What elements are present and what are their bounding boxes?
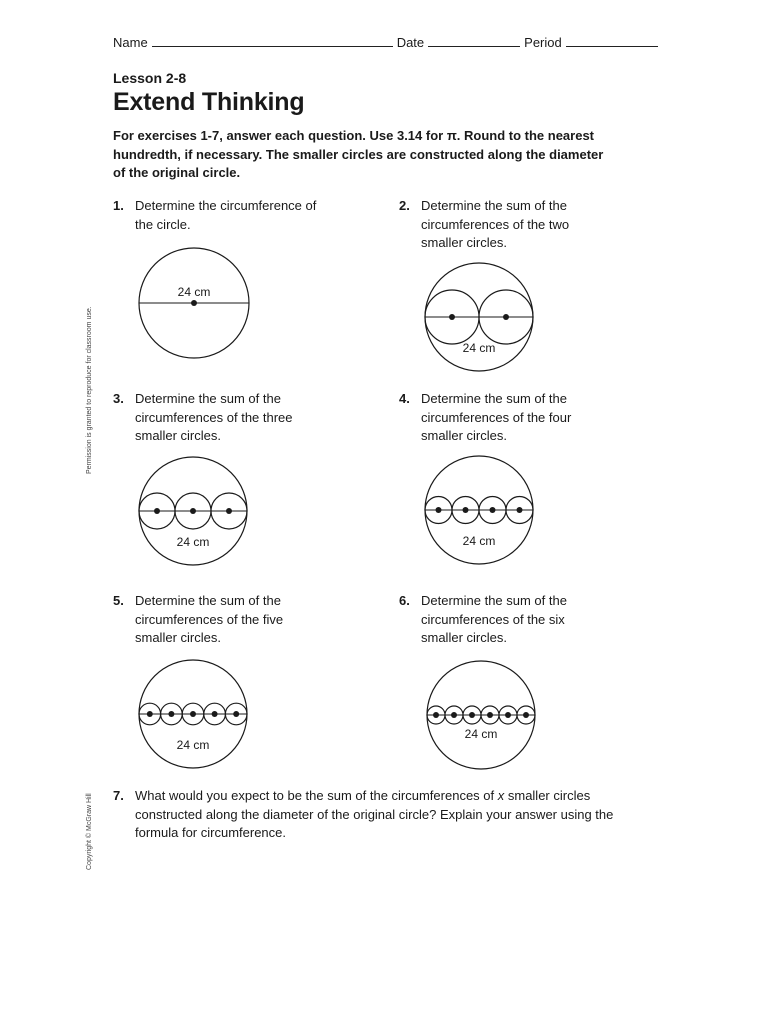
problem-text: Determine the sum of the circumferences of the six smaller circles. [421, 593, 567, 645]
problem-7 [113, 787, 653, 843]
problem-number: 3. [113, 391, 124, 406]
problem-1 [113, 197, 338, 234]
date-field[interactable] [428, 33, 520, 47]
diagram-4 [424, 455, 534, 565]
small-circle-center [190, 508, 196, 514]
small-circle-center [503, 314, 509, 320]
student-info-header [113, 33, 662, 50]
small-circle-center [523, 712, 529, 718]
name-field[interactable] [152, 33, 393, 47]
problem-text: Determine the sum of the circumferences of the three smaller circles. [135, 391, 293, 443]
diameter-label: 24 cm [176, 738, 210, 752]
small-circle-center [505, 712, 511, 718]
diameter-label: 24 cm [462, 534, 496, 548]
small-circle-center [433, 712, 439, 718]
problem-text-part: What would you expect to be the sum of the circumferences of [135, 788, 498, 803]
permission-note: Permission is granted to reproduce for classroom use. [86, 306, 93, 474]
small-circle-center [487, 712, 493, 718]
small-circle-center [168, 711, 174, 717]
diameter-label: 24 cm [177, 285, 211, 299]
problem-number: 1. [113, 198, 124, 213]
diameter-label: 24 cm [464, 727, 498, 741]
small-circle-center [463, 507, 469, 513]
small-circle-center [190, 711, 196, 717]
lesson-number: Lesson 2-8 [113, 70, 187, 86]
small-circle-center [212, 711, 218, 717]
small-circle-center [469, 712, 475, 718]
instructions: For exercises 1-7, answer each question. Use 3.14 for π. Round to the nearest hundredth, if necessary. The smaller circles are constructed along the diameter of the original circle. [113, 128, 604, 180]
small-circle-center [147, 711, 153, 717]
diameter-label: 24 cm [176, 535, 210, 549]
problem-text: Determine the circumference of the circle. [135, 198, 317, 232]
small-circle-center [449, 314, 455, 320]
problem-text [135, 787, 653, 843]
variable-x: x [497, 788, 505, 803]
small-circle-center [436, 507, 442, 513]
small-circle-center [517, 507, 523, 513]
small-circle-center [451, 712, 457, 718]
problem-6 [399, 592, 599, 648]
problem-number: 7. [113, 788, 124, 803]
page-title: Extend Thinking [113, 88, 305, 116]
small-circle-center [154, 508, 160, 514]
problem-4 [399, 390, 599, 446]
problem-text: Determine the sum of the circumferences of the two smaller circles. [421, 198, 570, 250]
copyright-note: Copyright © McGraw Hill [86, 793, 93, 870]
diameter-label: 24 cm [462, 341, 496, 355]
problem-2 [399, 197, 599, 253]
problem-text: Determine the sum of the circumferences of the five smaller circles. [135, 593, 284, 645]
problem-text-part: smaller circles constructed along the diameter of the original circle? Explain your answer using the formula for circumference. [135, 788, 614, 840]
diagram-2 [424, 262, 534, 372]
center-point [191, 300, 197, 306]
problem-3 [113, 390, 318, 446]
problem-text: Determine the sum of the circumferences of the four smaller circles. [421, 391, 572, 443]
name-label: Name [113, 35, 148, 50]
diagram-5 [138, 659, 248, 769]
period-field[interactable] [566, 33, 658, 47]
diagram-6 [426, 660, 536, 770]
problem-number: 2. [399, 198, 410, 213]
problem-number: 4. [399, 391, 410, 406]
problem-5 [113, 592, 313, 648]
small-circle-center [226, 508, 232, 514]
small-circle-center [490, 507, 496, 513]
diagram-1 [138, 247, 250, 359]
problem-number: 6. [399, 593, 410, 608]
diagram-3 [138, 456, 248, 566]
small-circle-center [233, 711, 239, 717]
period-label: Period [524, 35, 562, 50]
date-label: Date [396, 35, 425, 50]
problem-number: 5. [113, 593, 124, 608]
